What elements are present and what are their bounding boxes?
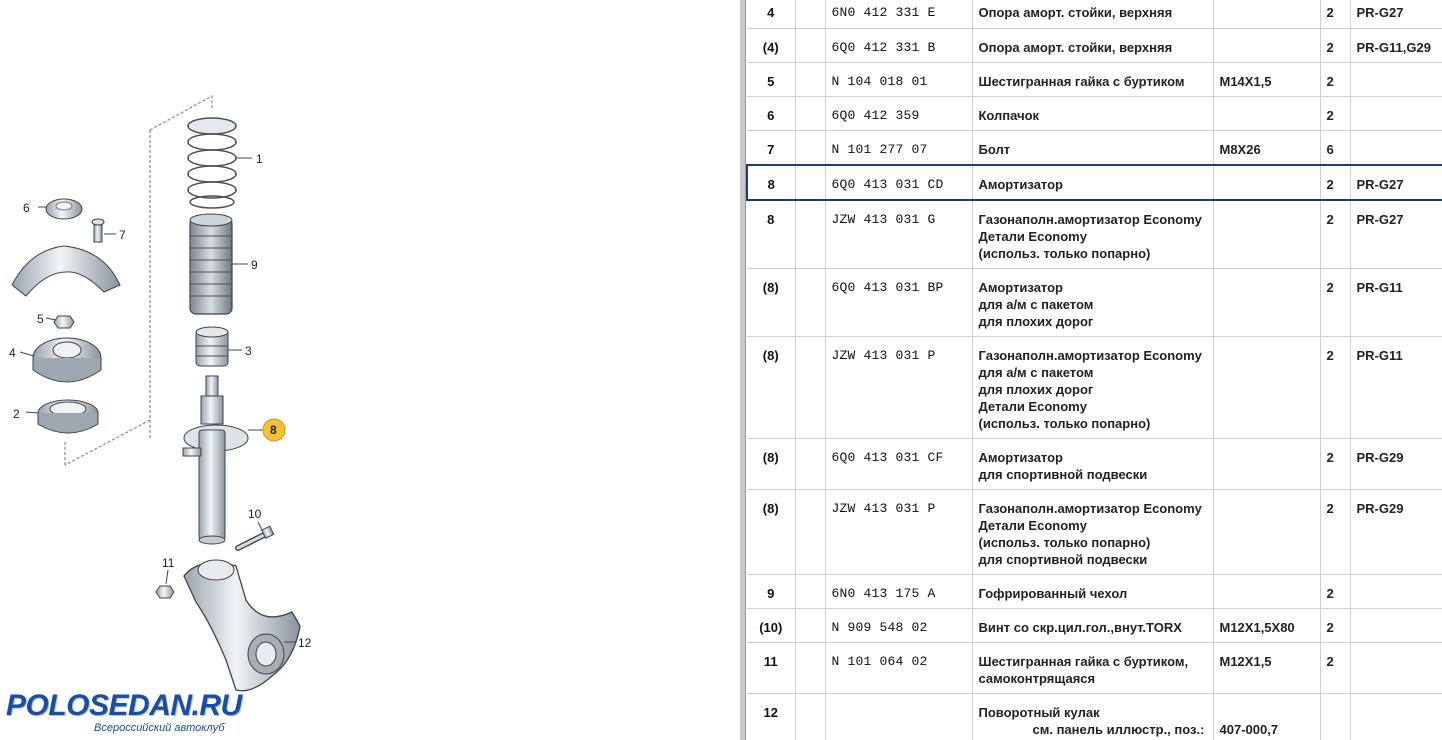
position-cell: (8) [747, 268, 795, 336]
part-name-line: Шестигранная гайка с буртиком [978, 73, 1185, 89]
model-code-cell [1350, 62, 1442, 96]
callout-6: 6 [23, 201, 30, 215]
self-locking-nut-part [156, 586, 174, 598]
spec-cell [1213, 0, 1320, 28]
model-code-cell [1350, 693, 1442, 740]
illustration-reference-label: см. панель иллюстр., поз.: [1032, 721, 1205, 737]
table-row[interactable] [747, 200, 1442, 269]
blank-cell [795, 62, 825, 96]
blank-cell [795, 268, 825, 336]
spec-cell [1213, 165, 1320, 200]
part-name-cell [972, 28, 1213, 62]
part-name-cell [972, 438, 1213, 489]
quantity-cell: 2 [1320, 96, 1350, 130]
table-row[interactable] [747, 0, 1442, 28]
part-name-line: самоконтрящаяся [978, 670, 1096, 686]
part-name-line: Детали Economy [978, 517, 1087, 533]
quantity-cell: 2 [1320, 28, 1350, 62]
quantity-cell: 2 [1320, 200, 1350, 269]
blank-cell [795, 438, 825, 489]
position-cell: (4) [747, 28, 795, 62]
blank-cell [795, 574, 825, 608]
bearing-part [38, 400, 98, 433]
model-code-cell: PR-G29 [1350, 438, 1442, 489]
model-code-cell: PR-G27 [1350, 200, 1442, 269]
parts-table [746, 0, 1442, 740]
position-cell: 8 [747, 200, 795, 269]
spec-cell: M12X1,5X80 [1213, 608, 1320, 642]
parts-list-panel [740, 0, 1442, 740]
quantity-cell: 2 [1320, 62, 1350, 96]
part-number-cell [825, 693, 972, 740]
table-row[interactable] [747, 130, 1442, 165]
table-row[interactable] [747, 693, 1442, 740]
blank-cell [795, 336, 825, 438]
part-name-line: Поворотный кулак [978, 704, 1100, 720]
table-row[interactable] [747, 268, 1442, 336]
spec-cell: M14X1,5 [1213, 62, 1320, 96]
part-name-line: Газонаполн.амортизатор Economy [978, 500, 1202, 516]
callout-4: 4 [9, 346, 16, 360]
position-cell: 4 [747, 0, 795, 28]
spec-cell [1213, 200, 1320, 269]
logo-subtitle: Всероссийский автоклуб [94, 722, 225, 734]
spec-cell [1213, 28, 1320, 62]
part-number-cell: N 101 277 07 [825, 130, 972, 165]
part-name-line: Опора аморт. стойки, верхняя [978, 5, 1173, 20]
nut-part [54, 316, 74, 328]
spec-cell [1213, 268, 1320, 336]
quantity-cell: 2 [1320, 0, 1350, 28]
position-cell: 9 [747, 574, 795, 608]
part-name-cell [972, 489, 1213, 574]
callout-10: 10 [248, 507, 262, 521]
part-name-cell [972, 693, 1213, 740]
part-name-cell [972, 336, 1213, 438]
long-bolt-part [238, 526, 274, 548]
spec-cell [1213, 489, 1320, 574]
quantity-cell: 2 [1320, 336, 1350, 438]
blank-cell [795, 165, 825, 200]
part-number-cell: 6Q0 413 031 BP [825, 268, 972, 336]
part-name-line: Амортизатор [978, 279, 1063, 295]
part-name-line: Колпачок [978, 107, 1040, 123]
quantity-cell: 2 [1320, 642, 1350, 693]
position-cell: 6 [747, 96, 795, 130]
part-number-cell: 6Q0 413 031 CD [825, 165, 972, 200]
model-code-cell: PR-G11,G29 [1350, 28, 1442, 62]
position-cell: 8 [747, 165, 795, 200]
table-row[interactable] [747, 574, 1442, 608]
table-row[interactable] [747, 28, 1442, 62]
part-number-cell: JZW 413 031 G [825, 200, 972, 269]
callout-12: 12 [298, 636, 312, 650]
part-name-line: Гофрированный чехол [978, 585, 1128, 601]
part-name-line: Детали Economy [978, 228, 1087, 244]
part-name-cell [972, 96, 1213, 130]
position-cell: 5 [747, 62, 795, 96]
part-name-line: Винт со скр.цил.гол.,внут.TORX [978, 619, 1182, 635]
blank-cell [795, 642, 825, 693]
model-code-cell [1350, 130, 1442, 165]
part-number-cell: 6Q0 413 031 CF [825, 438, 972, 489]
callout-1: 1 [256, 152, 263, 166]
part-name-cell [972, 642, 1213, 693]
callout-2: 2 [13, 407, 20, 421]
model-code-cell: PR-G11 [1350, 268, 1442, 336]
callout-9: 9 [251, 258, 258, 272]
part-name-line: Опора аморт. стойки, верхняя [978, 39, 1173, 55]
callout-7: 7 [119, 228, 126, 242]
blank-cell [795, 130, 825, 165]
blank-cell [795, 693, 825, 740]
part-name-cell [972, 574, 1213, 608]
part-name-cell [972, 268, 1213, 336]
part-name-line: Газонаполн.амортизатор Economy [978, 211, 1202, 227]
part-name-line: (использ. только попарно) [978, 534, 1151, 550]
quantity-cell: 2 [1320, 268, 1350, 336]
shock-absorber-part [183, 376, 248, 544]
part-name-line: для а/м с пакетом [978, 296, 1094, 312]
blank-cell [795, 0, 825, 28]
quantity-cell: 2 [1320, 165, 1350, 200]
part-number-cell: 6N0 413 175 A [825, 574, 972, 608]
callout-5: 5 [37, 312, 44, 326]
table-row[interactable] [747, 489, 1442, 574]
part-name-line: для спортивной подвески [978, 466, 1148, 482]
model-code-cell: PR-G27 [1350, 165, 1442, 200]
part-number-cell: N 101 064 02 [825, 642, 972, 693]
model-code-cell [1350, 96, 1442, 130]
part-name-line: Газонаполн.амортизатор Economy [978, 347, 1202, 363]
model-code-cell: PR-G29 [1350, 489, 1442, 574]
table-row[interactable] [747, 438, 1442, 489]
table-row[interactable] [747, 62, 1442, 96]
table-row[interactable] [747, 608, 1442, 642]
position-cell: 11 [747, 642, 795, 693]
logo-text[interactable]: POLOSEDAN.RU [6, 689, 242, 722]
model-code-cell: PR-G11 [1350, 336, 1442, 438]
part-name-line: Амортизатор [978, 176, 1063, 192]
part-number-cell: JZW 413 031 P [825, 336, 972, 438]
position-cell: (8) [747, 336, 795, 438]
quantity-cell: 2 [1320, 489, 1350, 574]
blank-cell [795, 96, 825, 130]
part-number-cell: N 104 018 01 [825, 62, 972, 96]
bellows-part [190, 214, 232, 314]
part-name-line: для плохих дорог [978, 381, 1094, 397]
blank-cell [795, 489, 825, 574]
part-name-line: (использ. только попарно) [978, 415, 1151, 431]
quantity-cell: 6 [1320, 130, 1350, 165]
spec-cell: M8X26 [1213, 130, 1320, 165]
part-name-line: для плохих дорог [978, 313, 1094, 329]
model-code-cell [1350, 608, 1442, 642]
position-cell: (8) [747, 489, 795, 574]
coil-spring-part [188, 118, 236, 208]
spec-cell [1213, 96, 1320, 130]
part-name-cell [972, 200, 1213, 269]
part-name-cell [972, 608, 1213, 642]
part-name-cell [972, 0, 1213, 28]
position-cell: 7 [747, 130, 795, 165]
table-row[interactable] [747, 336, 1442, 438]
part-name-cell [972, 165, 1213, 200]
cap-part [46, 199, 82, 219]
strut-mount-part [33, 338, 101, 382]
quantity-cell: 2 [1320, 438, 1350, 489]
spec-cell [1213, 574, 1320, 608]
part-number-cell: 6N0 412 331 E [825, 0, 972, 28]
blank-cell [795, 28, 825, 62]
spec-cell [1213, 438, 1320, 489]
steering-knuckle-part [184, 560, 300, 691]
part-number-cell: 6Q0 412 331 B [825, 28, 972, 62]
blank-cell [795, 608, 825, 642]
part-name-line: Болт [978, 141, 1011, 157]
part-number-cell: 6Q0 412 359 [825, 96, 972, 130]
part-name-line: для а/м с пакетом [978, 364, 1094, 380]
part-name-line: (использ. только попарно) [978, 245, 1151, 261]
part-name-line: Детали Economy [978, 398, 1087, 414]
callout-3: 3 [245, 344, 252, 358]
quantity-cell: 2 [1320, 608, 1350, 642]
part-number-cell: JZW 413 031 P [825, 489, 972, 574]
part-name-cell [972, 62, 1213, 96]
callout-11: 11 [162, 556, 175, 570]
table-row[interactable] [747, 642, 1442, 693]
model-code-cell [1350, 574, 1442, 608]
part-name-line: Амортизатор [978, 449, 1063, 465]
part-name-line: Шестигранная гайка с буртиком, [978, 653, 1189, 669]
quantity-cell [1320, 693, 1350, 740]
model-code-cell [1350, 642, 1442, 693]
position-cell: (8) [747, 438, 795, 489]
table-row[interactable] [747, 165, 1442, 200]
blank-cell [795, 200, 825, 269]
part-number-cell: N 909 548 02 [825, 608, 972, 642]
part-name-line: для спортивной подвески [978, 551, 1148, 567]
spec-cell [1213, 336, 1320, 438]
quantity-cell: 2 [1320, 574, 1350, 608]
callout-8[interactable]: 8 [270, 423, 277, 437]
bolt-part [92, 219, 104, 242]
site-logo[interactable] [6, 690, 266, 736]
bump-stop-part [196, 327, 228, 366]
part-name-cell [972, 130, 1213, 165]
upper-plate-part [12, 246, 120, 296]
model-code-cell: PR-G27 [1350, 0, 1442, 28]
position-cell: (10) [747, 608, 795, 642]
spec-cell: 407-000,7 [1213, 693, 1320, 740]
position-cell: 12 [747, 693, 795, 740]
table-row[interactable] [747, 96, 1442, 130]
spec-cell: M12X1,5 [1213, 642, 1320, 693]
